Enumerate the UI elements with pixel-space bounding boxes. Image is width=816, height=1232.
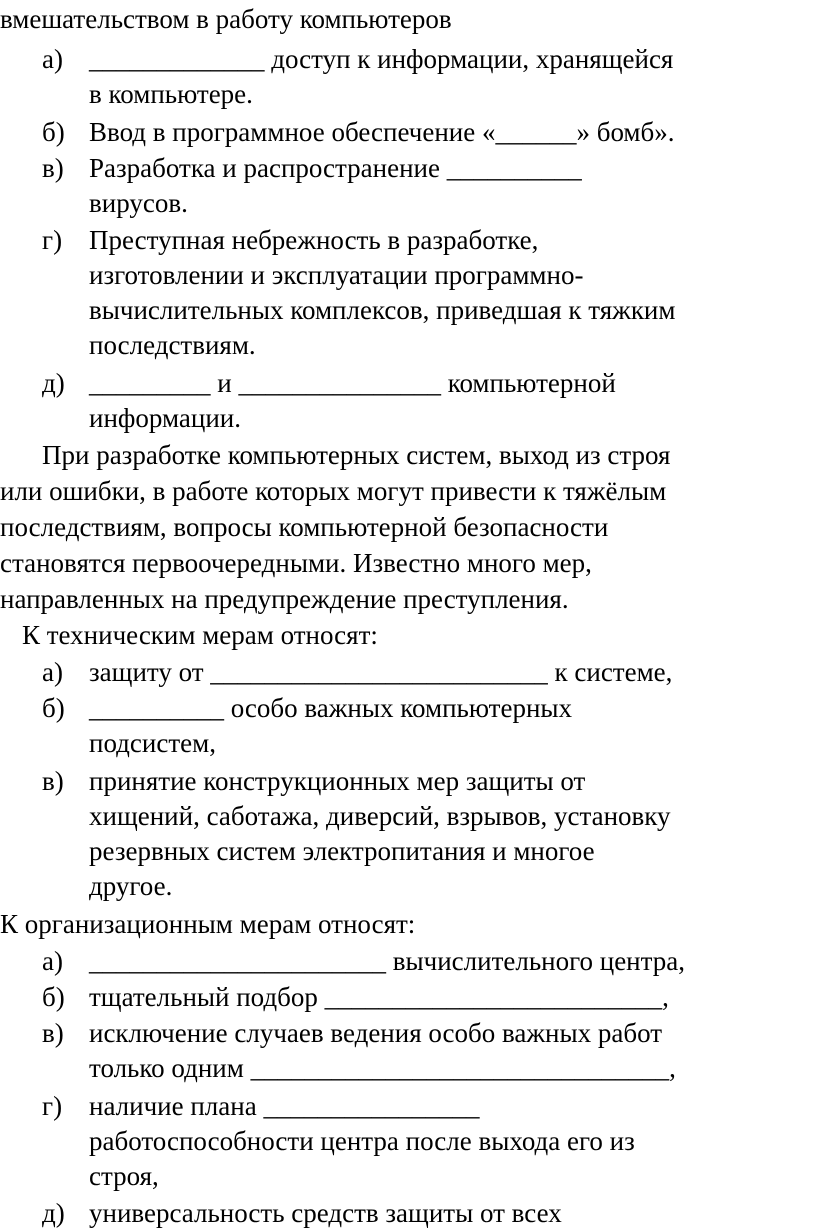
text-line: информации. — [89, 403, 241, 433]
paragraph-line: последствиям, вопросы компьютерной безопасности — [0, 512, 609, 542]
text-line: изготовлении и эксплуатации программно- — [89, 260, 584, 290]
organizational-heading: К организационным мерам относят: — [0, 909, 416, 939]
list-item-text — [89, 944, 794, 979]
text-line: защиту от _________________________ к системе, — [89, 657, 673, 687]
intro-line: вмешательством в работу компьютеров — [0, 4, 452, 34]
list-marker: в) — [42, 766, 64, 796]
text-line: другое. — [89, 871, 173, 901]
text-line: принятие конструкционных мер защиты от — [89, 766, 586, 796]
list-item-text — [89, 655, 794, 690]
list-marker: г) — [42, 1091, 63, 1121]
list-item-text — [89, 691, 794, 761]
text-line: вирусов. — [89, 188, 188, 218]
text-line: только одним _______________________________, — [89, 1053, 676, 1083]
text-line: тщательный подбор _________________________, — [89, 982, 669, 1012]
text-line: исключение случаев ведения особо важных работ — [89, 1018, 663, 1048]
paragraph-line: направленных на предупреждение преступления. — [0, 584, 569, 614]
list-item-text — [89, 980, 794, 1015]
text-line: строя, — [89, 1161, 159, 1191]
list-marker: а) — [42, 44, 63, 74]
text-line: подсистем, — [89, 728, 216, 758]
paragraph-line: становятся первоочередными. Известно много мер, — [0, 548, 592, 578]
text-line: в компьютере. — [89, 79, 253, 109]
list-item-text — [89, 764, 794, 904]
list-item-text — [89, 1196, 794, 1231]
text-line: Разработка и распространение __________ — [89, 153, 582, 183]
list-marker: б) — [42, 982, 65, 1012]
list-marker: г) — [42, 225, 63, 255]
text-line: хищений, саботажа, диверсий, взрывов, установку — [89, 801, 671, 831]
text-line: ______________________ вычислительного центра, — [89, 946, 685, 976]
list-item-text — [89, 42, 794, 112]
technical-heading: К техническим мерам относят: — [22, 620, 378, 650]
text-line: _____________ доступ к информации, хранящейся — [89, 44, 674, 74]
list-marker: б) — [42, 117, 65, 147]
list-marker: б) — [42, 693, 65, 723]
list-marker: а) — [42, 946, 63, 976]
text-line: резервных систем электропитания и многое — [89, 836, 595, 866]
text-line: наличие плана ________________ — [89, 1091, 480, 1121]
text-line: _________ и _______________ компьютерной — [89, 368, 616, 398]
list-item-text — [89, 366, 794, 436]
text-line: вычислительных комплексов, приведшая к тяжким — [89, 295, 676, 325]
text-line: __________ особо важных компьютерных — [89, 693, 573, 723]
text-line: Ввод в программное обеспечение «______» бомб». — [89, 117, 675, 147]
paragraph-line: или ошибки, в работе которых могут привести к тяжёлым — [0, 476, 667, 506]
text-line: работоспособности центра после выхода его из — [89, 1126, 635, 1156]
list-item-text — [89, 223, 794, 363]
text-line: последствиям. — [89, 330, 256, 360]
text-line: универсальность средств защиты от всех — [89, 1198, 562, 1228]
list-item-text — [89, 1089, 794, 1194]
list-marker: д) — [42, 368, 65, 398]
list-item-text — [89, 1016, 794, 1086]
paragraph-line: При разработке компьютерных систем, выход из строя — [42, 440, 671, 470]
text-line: Преступная небрежность в разработке, — [89, 225, 539, 255]
list-item-text — [89, 151, 794, 221]
list-marker: в) — [42, 1018, 64, 1048]
list-marker: а) — [42, 657, 63, 687]
list-marker: д) — [42, 1198, 65, 1228]
list-item-text — [89, 115, 794, 150]
list-marker: в) — [42, 153, 64, 183]
